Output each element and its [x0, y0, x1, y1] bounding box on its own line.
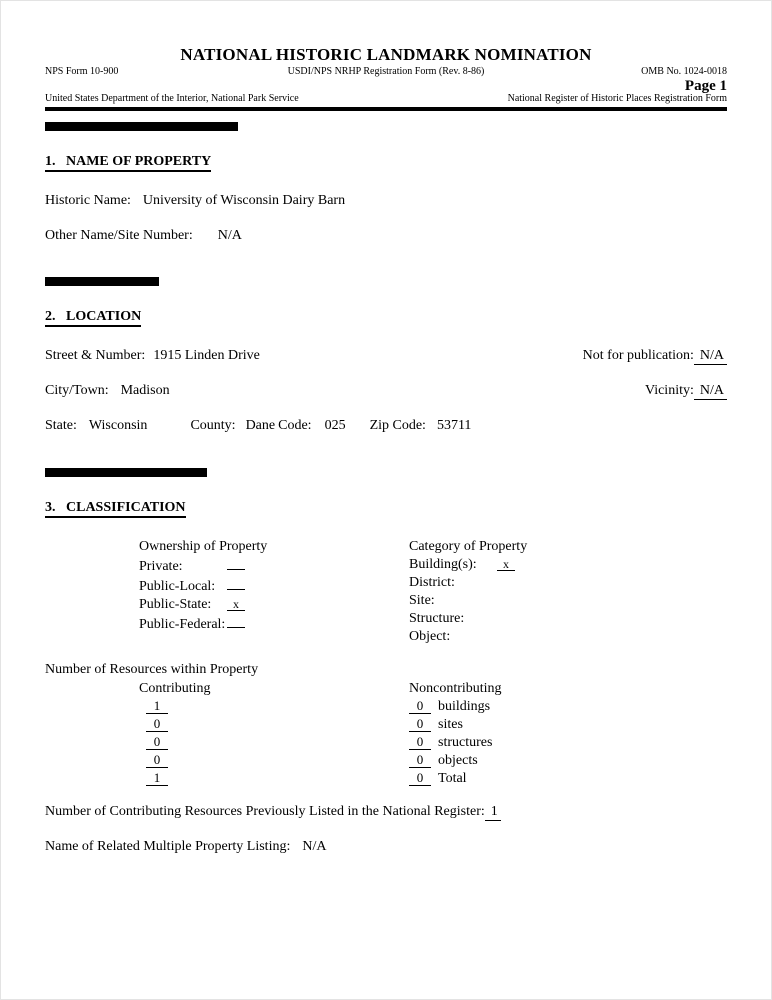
ownership-title: Ownership of Property: [139, 539, 268, 554]
previously-listed-value: 1: [485, 804, 501, 821]
noncontributing-header: Noncontributing: [409, 681, 502, 696]
resources-title: Number of Resources within Property: [45, 662, 259, 677]
resources-header-row: [45, 680, 727, 698]
noncontributing-cell: [409, 770, 727, 788]
previously-listed-row: [45, 804, 727, 820]
historic-name-row: [45, 193, 727, 209]
street-label: Street & Number:: [45, 348, 146, 363]
noncontributing-cell: [409, 716, 727, 734]
county-label: County:: [190, 418, 236, 433]
contributing-cell: [139, 752, 409, 770]
historic-name-value: University of Wisconsin Dairy Barn: [142, 193, 346, 208]
category-buildings-row: [409, 556, 727, 574]
form-meta-row: [45, 66, 727, 77]
form-revision: USDI/NPS NRHP Registration Form (Rev. 8-86): [287, 66, 485, 77]
section-3-bar: [45, 468, 207, 477]
document-title: NATIONAL HISTORIC LANDMARK NOMINATION: [180, 45, 592, 64]
ownership-public-federal-blank: [227, 614, 245, 628]
state-row: [45, 418, 727, 434]
section-2-bar: [45, 277, 159, 286]
contributing-header: Contributing: [139, 681, 211, 696]
ownership-column: [139, 538, 409, 646]
ownership-public-state-label: Public-State:: [139, 597, 212, 612]
section-1-heading: 1. NAME OF PROPERTY: [45, 154, 211, 172]
vicinity-label: Vicinity:: [644, 383, 694, 398]
resources-row-label: Total: [438, 771, 467, 786]
noncontributing-total-count: 0: [409, 770, 431, 786]
city-value: Madison: [120, 383, 170, 398]
multiple-property-label: Name of Related Multiple Property Listing:: [45, 839, 291, 854]
other-name-value: N/A: [217, 228, 242, 243]
city-label: City/Town:: [45, 383, 109, 398]
contributing-objects-count: 0: [146, 752, 168, 768]
contributing-cell: [139, 698, 409, 716]
form-number: NPS Form 10-900: [45, 66, 119, 77]
page-number: Page 1: [684, 78, 727, 94]
city-row: [45, 383, 727, 399]
state-value: Wisconsin: [88, 418, 148, 433]
resources-row-structures: [45, 734, 727, 752]
vicinity: [645, 383, 727, 399]
resources-row-objects: [45, 752, 727, 770]
classification-grid: [45, 538, 727, 646]
agency-row: [45, 94, 727, 111]
category-structure-row: Structure:: [409, 611, 465, 626]
noncontributing-cell: [409, 698, 727, 716]
city-left: [45, 383, 170, 399]
contributing-buildings-count: 1: [146, 698, 168, 714]
contributing-cell: [139, 716, 409, 734]
noncontributing-structures-count: 0: [409, 734, 431, 750]
noncontributing-cell: [409, 752, 727, 770]
vicinity-value: N/A: [694, 383, 727, 400]
ownership-public-federal-label: Public-Federal:: [139, 617, 226, 632]
street-row: [45, 348, 727, 364]
ownership-public-federal-row: [139, 614, 409, 634]
page-content: [1, 1, 771, 855]
historic-name-label: Historic Name:: [45, 193, 131, 208]
category-site-row: Site:: [409, 593, 435, 608]
contributing-cell: [139, 734, 409, 752]
ownership-public-state-row: [139, 596, 409, 614]
noncontributing-objects-count: 0: [409, 752, 431, 768]
ownership-public-local-blank: [227, 576, 245, 590]
noncontributing-sites-count: 0: [409, 716, 431, 732]
code-label: Code:: [278, 418, 312, 433]
category-object-row: Object:: [409, 629, 451, 644]
noncontributing-cell: [409, 734, 727, 752]
not-for-publication-label: Not for publication:: [582, 348, 694, 363]
category-district-row: District:: [409, 575, 455, 590]
section-3-heading: 3. CLASSIFICATION: [45, 500, 186, 518]
resources-row-buildings: [45, 698, 727, 716]
not-for-publication: [583, 348, 727, 364]
ownership-private-row: [139, 556, 409, 576]
resources-row-sites: [45, 716, 727, 734]
code-value: 025: [324, 418, 346, 433]
street-value: 1915 Linden Drive: [153, 348, 260, 363]
ownership-public-local-label: Public-Local:: [139, 579, 216, 594]
multiple-property-value: N/A: [302, 839, 327, 854]
street-left: [45, 348, 260, 364]
zip-value: 53711: [436, 418, 472, 433]
resources-row-total: [45, 770, 727, 788]
category-buildings-label: Building(s):: [409, 557, 477, 572]
multiple-property-row: [45, 839, 727, 855]
agency-name: United States Department of the Interior, National Park Service: [45, 93, 299, 104]
ownership-public-local-row: [139, 576, 409, 596]
contributing-structures-count: 0: [146, 734, 168, 750]
previously-listed-label: Number of Contributing Resources Previously Listed in the National Register:: [45, 804, 485, 819]
omb-number: OMB No. 1024-0018: [641, 66, 727, 77]
section-2-heading: 2. LOCATION: [45, 309, 141, 327]
section-1-bar: [45, 122, 238, 131]
category-title: Category of Property: [409, 539, 528, 554]
category-column: [409, 538, 727, 646]
resources-row-label: buildings: [438, 699, 491, 714]
not-for-publication-value: N/A: [694, 348, 727, 365]
ownership-private-label: Private:: [139, 559, 183, 574]
category-buildings-blank: x: [497, 557, 515, 571]
contributing-sites-count: 0: [146, 716, 168, 732]
county-value: Dane: [245, 418, 276, 433]
other-name-label: Other Name/Site Number:: [45, 228, 193, 243]
ownership-private-blank: [227, 556, 245, 570]
other-name-row: [45, 228, 727, 244]
noncontributing-buildings-count: 0: [409, 698, 431, 714]
contributing-cell: [139, 770, 409, 788]
state-label: State:: [45, 418, 77, 433]
resources-row-label: sites: [438, 717, 463, 732]
register-form-name: National Register of Historic Places Registration Form: [507, 93, 727, 104]
resources-row-label: structures: [438, 735, 493, 750]
ownership-public-state-blank: x: [227, 597, 245, 611]
zip-label: Zip Code:: [369, 418, 426, 433]
resources-row-label: objects: [438, 753, 478, 768]
contributing-total-count: 1: [146, 770, 168, 786]
